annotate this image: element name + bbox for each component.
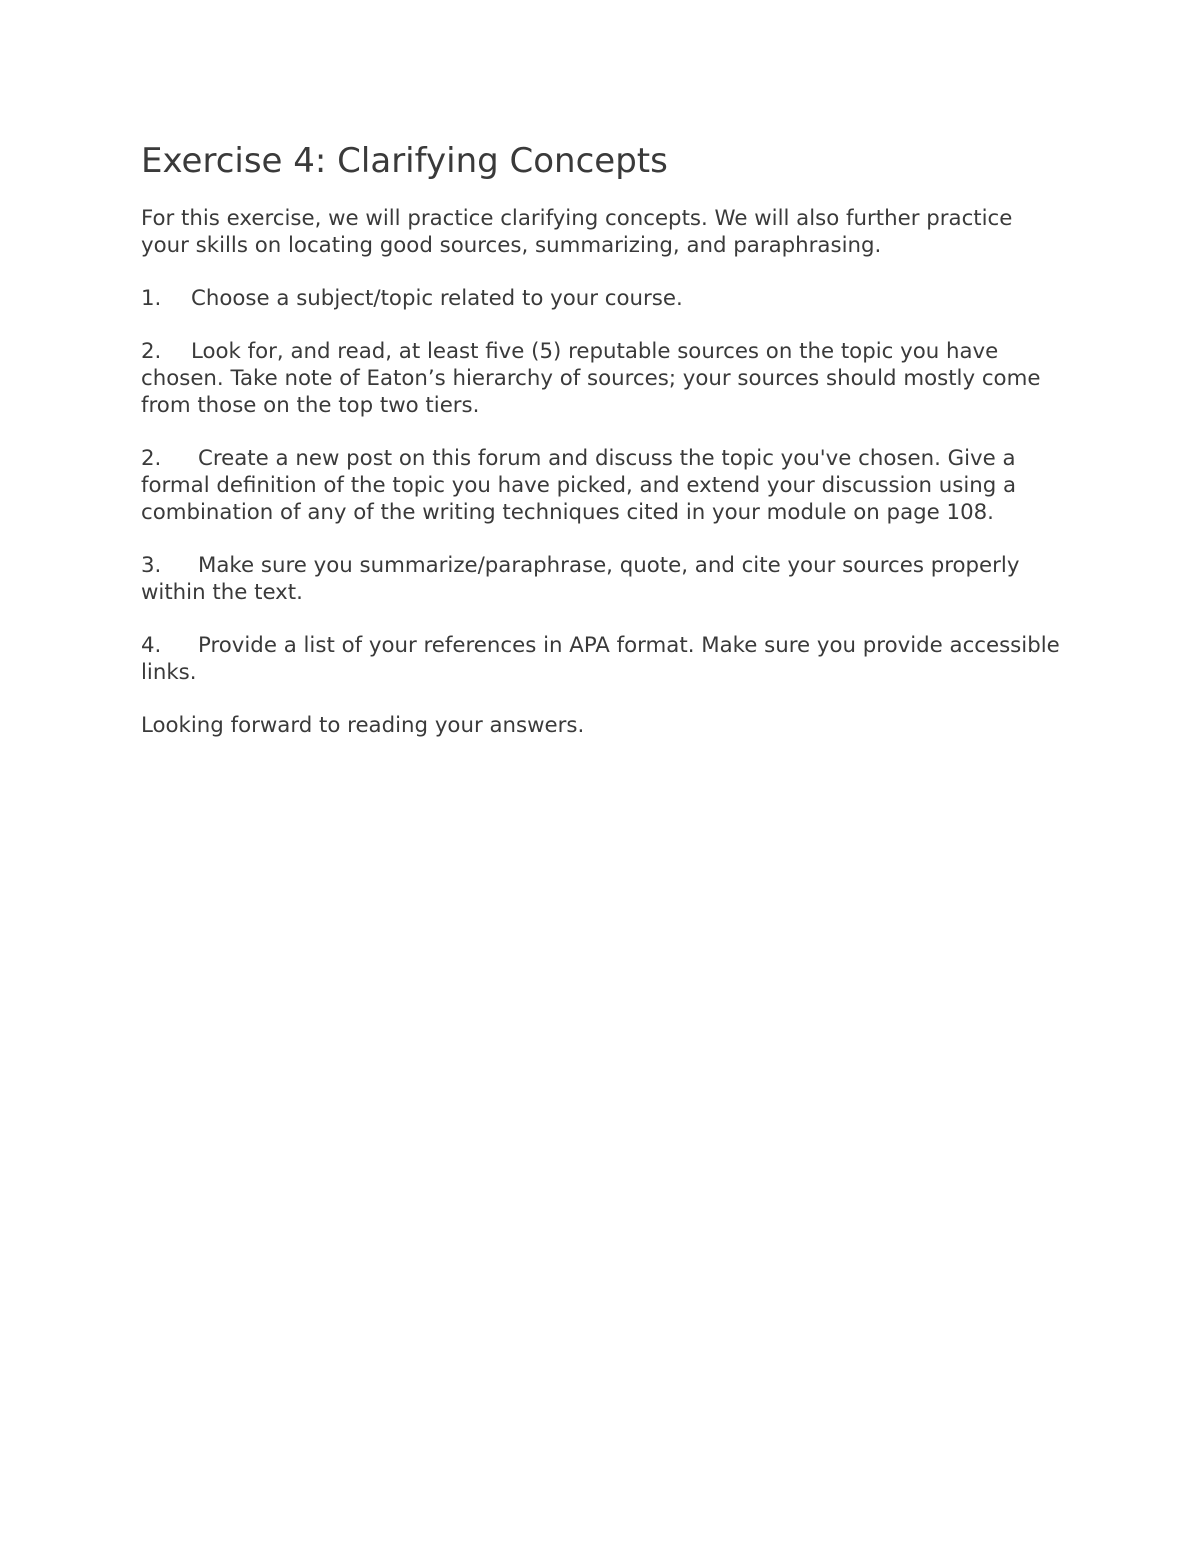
list-item bbox=[141, 286, 1066, 313]
list-item-text: Provide a list of your references in APA format. Make sure you provide accessible links. bbox=[141, 633, 1060, 685]
intro-paragraph: For this exercise, we will practice clarifying concepts. We will also further practice your skills on locating good sources, summarizing, and paraphrasing. bbox=[141, 206, 1013, 258]
list-item-text: Look for, and read, at least five (5) reputable sources on the topic you have chosen. Take note of Eaton’s hierarchy of sources; your sources should mostly come from those on the top two tiers. bbox=[141, 339, 1041, 418]
list-item-number: 2. bbox=[141, 339, 162, 365]
document-title: Exercise 4: Clarifying Concepts bbox=[141, 141, 668, 181]
document-page bbox=[141, 140, 1066, 767]
list-item-text: Create a new post on this forum and discuss the topic you've chosen. Give a formal definition of the topic you have picked, and extend your discussion using a combination of any of the writing techniques cited in your module on page 108. bbox=[141, 446, 1017, 525]
closing-paragraph: Looking forward to reading your answers. bbox=[141, 713, 585, 739]
list-item bbox=[141, 633, 1066, 686]
list-item-number: 1. bbox=[141, 286, 162, 312]
list-item-text: Make sure you summarize/paraphrase, quote, and cite your sources properly within the text. bbox=[141, 553, 1020, 605]
list-item-number: 2. bbox=[141, 446, 162, 472]
list-item-text: Choose a subject/topic related to your course. bbox=[191, 286, 683, 312]
list-item bbox=[141, 339, 1066, 419]
list-item bbox=[141, 553, 1066, 606]
list-item bbox=[141, 446, 1066, 526]
list-item-number: 3. bbox=[141, 553, 162, 579]
list-item-number: 4. bbox=[141, 633, 162, 659]
